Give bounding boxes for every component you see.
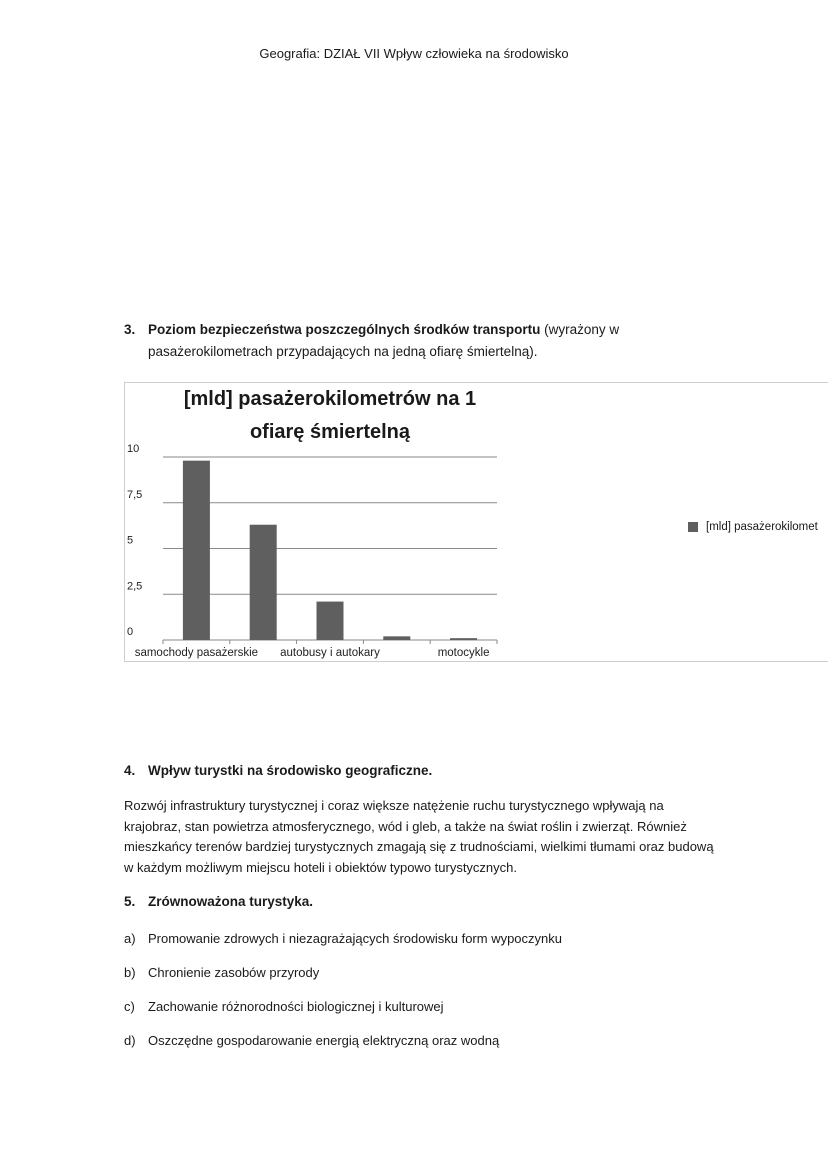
y-tick-label: 7,5 [127, 488, 143, 501]
section-title [148, 319, 664, 363]
list-item [124, 931, 562, 946]
list-item-letter: a) [124, 931, 136, 946]
bar-chart [124, 382, 828, 662]
y-tick-label: 0 [127, 626, 134, 638]
legend-label: [mld] pasażerokilomet [706, 521, 818, 533]
section-4-heading [124, 760, 432, 782]
bar [450, 638, 477, 640]
x-category-label: motocykle [437, 647, 490, 659]
section-3-heading [124, 319, 664, 363]
x-category-label: samochody pasażerskie [134, 647, 259, 659]
y-tick-label: 5 [127, 534, 134, 547]
list-item-text: Chronienie zasobów przyrody [148, 965, 320, 980]
chart-title-line-1: [mld] pasażerokilometrów na 1 [183, 388, 477, 410]
list-item-text: Oszczędne gospodarowanie energią elektryczną oraz wodną [148, 1033, 500, 1048]
list-item [124, 965, 319, 980]
section-number: 5. [124, 894, 136, 909]
page-header: Geografia: DZIAŁ VII Wpływ człowieka na środowisko [259, 46, 569, 61]
list-item-letter: d) [124, 1033, 136, 1048]
section-title: Zrównoważona turystyka. [148, 894, 314, 909]
bar [183, 461, 210, 640]
section-title-bold: Poziom bezpieczeństwa poszczególnych środków transportu [148, 322, 541, 337]
section-number: 4. [124, 763, 136, 778]
section-title-rest: (wyrażony w pasażerokilometrach przypadających na jedną ofiarę śmiertelną). [148, 322, 620, 359]
list-item [124, 999, 444, 1014]
bar [250, 525, 277, 640]
list-item-text: Promowanie zdrowych i niezagrażających środowisku form wypoczynku [148, 931, 563, 946]
section-title: Wpływ turystki na środowisko geograficzne. [148, 763, 433, 778]
y-tick-label: 2,5 [127, 580, 143, 593]
chart-legend [688, 521, 818, 533]
y-tick-label: 10 [127, 443, 140, 455]
chart-title-line-2: ofiarę śmiertelną [249, 421, 411, 443]
list-item-text: Zachowanie różnorodności biologicznej i kulturowej [148, 999, 444, 1014]
section-4-paragraph: Rozwój infrastruktury turystycznej i coraz większe natężenie ruchu turystycznego wpływają na krajobraz, stan powietrza atmosferycznego, wód i gleb, a także na świat roślin i zwierząt. Również mieszkańcy terenów bardziej turystycznych zmagają się z trudnościami, wielkimi tłumami oraz budową w każdym możliwym miejscu hoteli i obiektów typowo turystycznych. [124, 798, 714, 875]
bar [383, 636, 410, 640]
section-5-heading [124, 891, 313, 913]
x-category-label: autobusy i autokary [280, 647, 380, 659]
bar [317, 602, 344, 640]
legend-swatch [688, 522, 698, 532]
section-number: 3. [124, 322, 136, 337]
list-item-letter: b) [124, 965, 136, 980]
list-item [124, 1033, 499, 1048]
list-item-letter: c) [124, 999, 135, 1014]
